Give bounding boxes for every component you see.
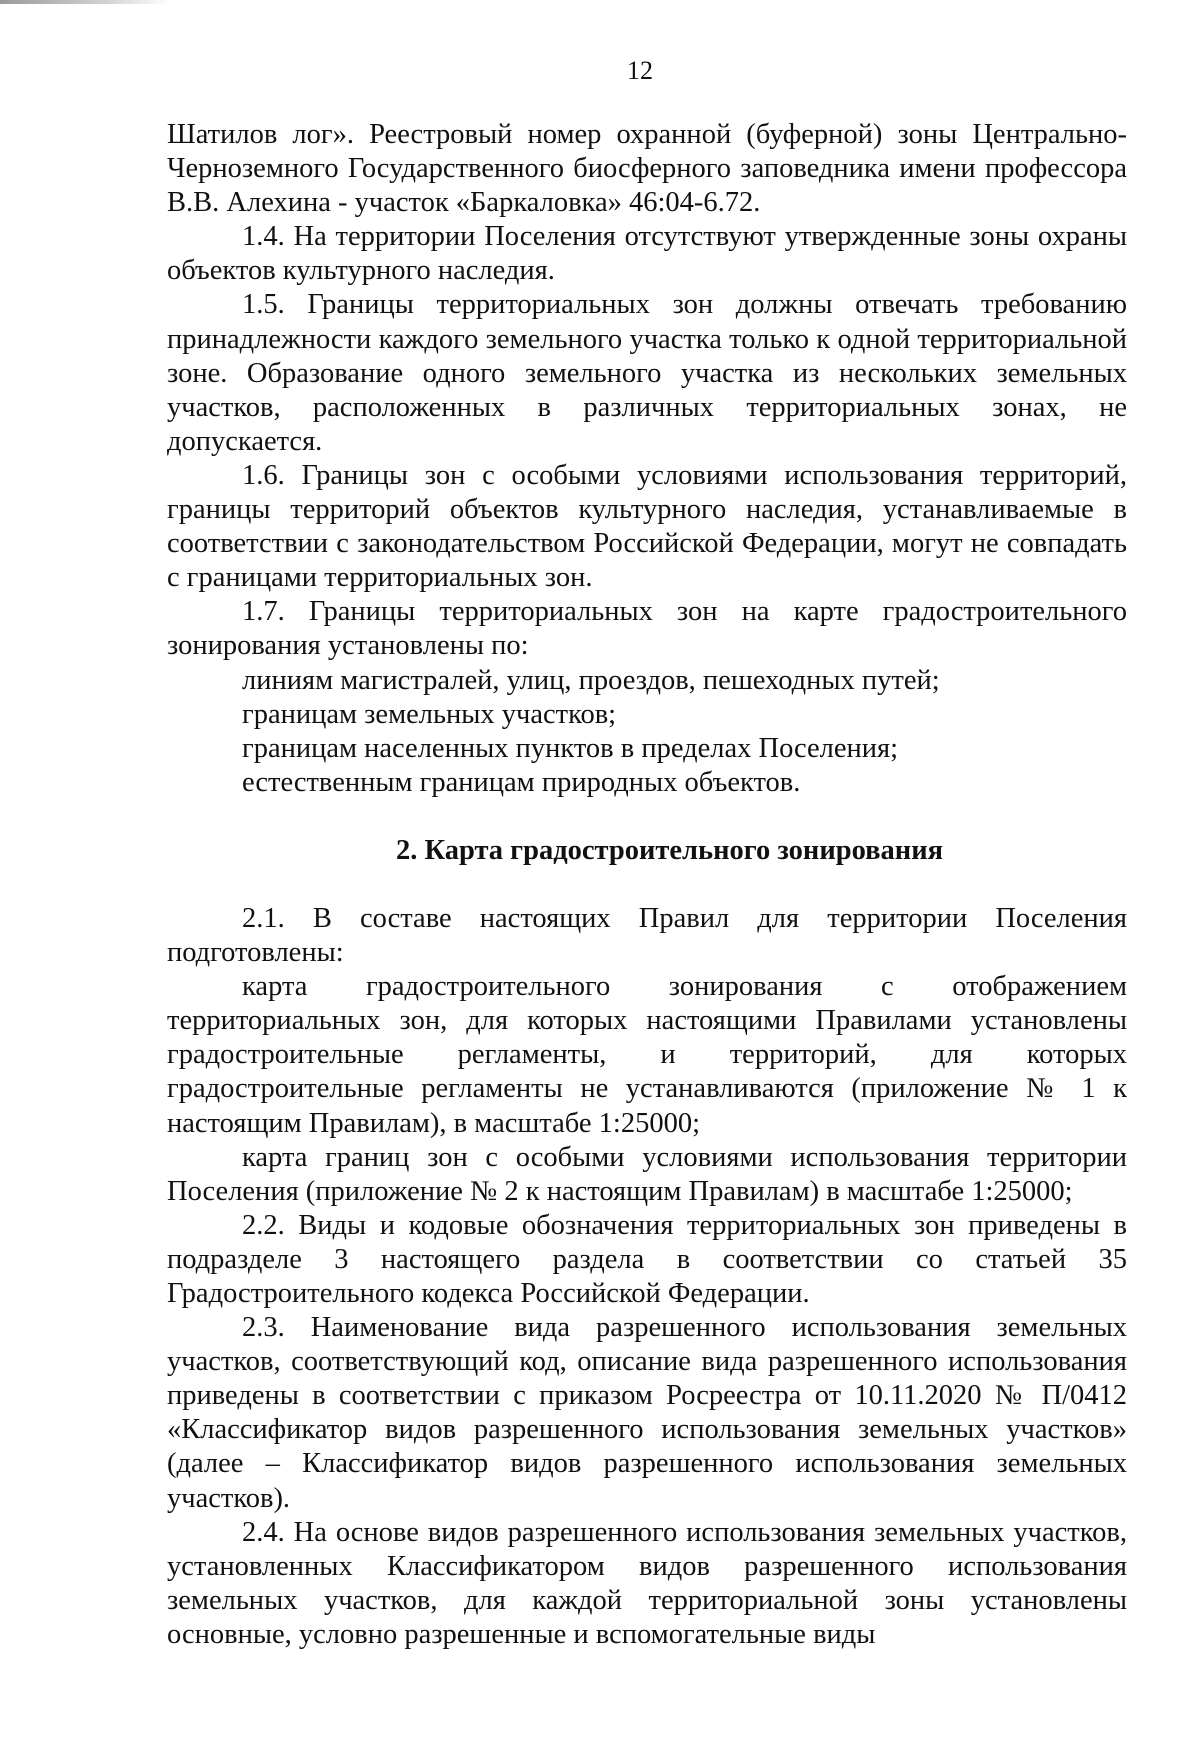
paragraph-1-6: 1.6. Границы зон с особыми условиями использования территорий, границы территорий объектов культурного наследия, устанавливаемые в соответствии с законодательством Российской Федерации, могут не совпадать с границами территориальных зон. [167, 459, 1127, 594]
list-item: линиям магистралей, улиц, проездов, пешеходных путей; [242, 664, 940, 696]
scan-edge-mark [0, 0, 170, 4]
paragraph-map-zones: карта границ зон с особыми условиями использования территории Поселения (приложение № 2 к настоящим Правилам) в масштабе 1:25000; [167, 1141, 1127, 1207]
paragraph-2-1: 2.1. В составе настоящих Правил для территории Поселения подготовлены: [167, 902, 1127, 969]
paragraph-2-4: 2.4. На основе видов разрешенного использования земельных участков, установленных Классификатором видов разрешенного использования земельных участков, для каждой территориальной зоны установлены основные, условно разрешенные и вспомогательные виды [167, 1516, 1127, 1650]
list-item: границам населенных пунктов в пределах Поселения; [242, 732, 899, 764]
list-item: естественным границам природных объектов. [242, 766, 801, 798]
paragraph-1-4: 1.4. На территории Поселения отсутствуют утвержденные зоны охраны объектов культурного наследия. [167, 221, 1127, 287]
list-item: границам земельных участков; [242, 698, 617, 730]
paragraph-continuation: Шатилов лог». Реестровый номер охранной (буферной) зоны Центрально-Черноземного Государственного биосферного заповедника имени профессора В.В. Алехина - участок «Баркаловка» 46:04-6.72. [167, 119, 1127, 219]
page-number: 12 [627, 56, 653, 85]
paragraph-map-zoning: карта градостроительного зонирования с отображением территориальных зон, для которых настоящими Правилами установлены градостроительные регламенты, и территорий, для которых градостроительные регламенты не устанавливаются (приложение № 1 к настоящим Правилам), в масштабе 1:25000; [167, 971, 1127, 1139]
paragraph-1-5: 1.5. Границы территориальных зон должны отвечать требованию принадлежности каждого земельного участка только к одной территориальной зоне. Образование одного земельного участка из нескольких земельных участков, расположенных в различных территориальных зонах, не допускается. [167, 289, 1127, 457]
paragraph-2-2: 2.2. Виды и кодовые обозначения территориальных зон приведены в подразделе 3 настоящего раздела в соответствии со статьей 35 Градостроительного кодекса Российской Федерации. [167, 1209, 1127, 1309]
paragraph-1-7: 1.7. Границы территориальных зон на карте градостроительного зонирования установлены по: [167, 596, 1127, 662]
paragraph-2-3: 2.3. Наименование вида разрешенного использования земельных участков, соответствующий код, описание вида разрешенного использования приведены в соответствии с приказом Росреестра от 10.11.2020 № П/0412 «Классификатор видов разрешенного использования земельных участков» (далее – Классификатор видов разрешенного использования земельных участков). [167, 1312, 1127, 1514]
document-body [167, 118, 1127, 1652]
section-heading: 2. Карта градостроительного зонирования [395, 834, 944, 866]
